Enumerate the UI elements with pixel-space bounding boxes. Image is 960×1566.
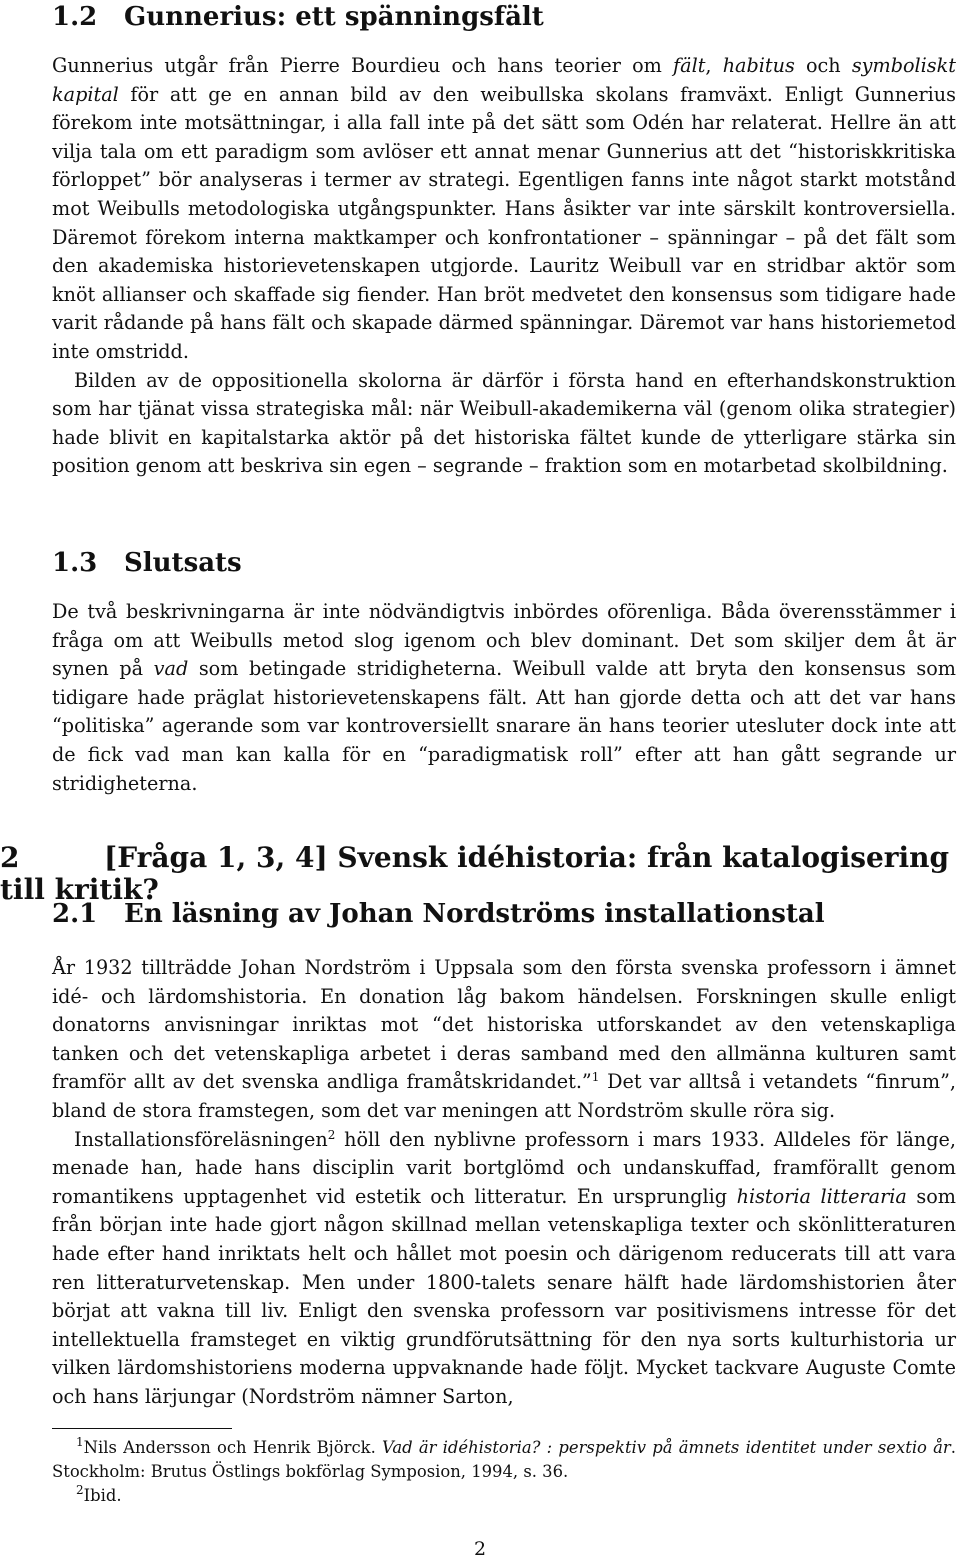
text-run: och — [794, 54, 852, 77]
text-run: höll den nyblivne professorn i mars 1933. Alldeles för länge, menade han, hade hans disciplin varit bortglömd och undanskuffad, framförallt genom romantikens upptagenhet vid estetik och litteratur. En ursprunglig — [52, 1127, 956, 1208]
section-heading-2-1 — [52, 899, 825, 929]
footnote-1 — [52, 1436, 956, 1484]
page-number: 2 — [473, 1538, 487, 1560]
text-run: Ibid. — [83, 1486, 122, 1505]
italic-term: historia litteraria — [736, 1184, 907, 1208]
section-1-2-body — [52, 52, 956, 481]
paragraph — [52, 1126, 956, 1412]
section-title: En läsning av Johan Nordströms installationstal — [124, 899, 825, 929]
section-number: 1.2 — [52, 2, 98, 32]
text-run: . Stockholm: Brutus Östlings bokförlag Symposion, 1994, s. 36. — [52, 1438, 956, 1481]
text-run: År 1932 tillträdde Johan Nordström i Uppsala som den första svenska professorn i ämnet idé- och lärdomshistoria. En donation låg bakom händelsen. Forskningen skulle enligt donatorns anvisningar inriktas mot “det historiska utforskandet av den vetenskapliga tanken och det vetenskapliga arbetet i deras samband med den allmänna kulturen samt framför allt av det svenska andliga framåtskridandet.” — [52, 956, 956, 1094]
chapter-number: 2 — [0, 841, 20, 874]
section-number: 2.1 — [52, 899, 98, 929]
chapter-title: [Fråga 1, 3, 4] Svensk idéhistoria: från katalogisering till kritik? — [0, 841, 950, 906]
footnote-ref[interactable]: 2 — [327, 1127, 336, 1142]
text-run: för att ge en annan bild av den weibullska skolans framväxt. Enligt Gunnerius förekom inte motsättningar, i alla fall inte på det sätt som Odén har relaterat. Hellre än att vilja tala om ett paradigm som avlöser ett annat menar Gunnerius att det “historiskkritiska förloppet” bör analyseras i termer av strategi. Egentligen fanns inte något starkt motstånd mot Weibulls metodologiska utgångspunkter. Hans åsikter var inte särskilt kontroversiella. Däremot förekom interna maktkamper och konfrontationer – spänningar – på det fält som den akademiska historievetenskapen utgjorde. Lauritz Weibull var en stridbar aktör som knöt allianser och skaffade sig fiender. Han bröt medvetet den konsensus som tidigare hade varit rådande på hans fält och skapade därmed spänningar. Däremot var hans historiemetod inte omstridd. — [52, 82, 956, 363]
paragraph: Bilden av de oppositionella skolorna är därför i första hand en efterhandskonstruktion som har tjänat vissa strategiska mål: när Weibull-akademikerna väl (genom olika strategier) hade blivit en kapitalstarka aktör på det historiska fältet kunde de ytterligare stärka sin position genom att beskriva sin egen – segrande – fraktion som en motarbetad skolbildning. — [52, 368, 956, 478]
paragraph — [52, 954, 956, 1126]
chapter-heading-2 — [0, 842, 956, 906]
text-run: Installationsföreläsningen — [74, 1127, 328, 1151]
section-2-1-body — [52, 954, 956, 1412]
section-heading-1-3 — [52, 548, 242, 578]
section-1-3-body — [52, 598, 956, 798]
footnote-ref[interactable]: 1 — [591, 1070, 600, 1085]
paragraph — [52, 598, 956, 798]
footnote-2 — [52, 1484, 956, 1508]
footnote-divider — [52, 1428, 232, 1429]
italic-term: vad — [153, 657, 189, 681]
italic-term: habitus — [722, 54, 795, 77]
italic-term: symboliskt kapital — [52, 54, 956, 106]
section-heading-1-2 — [52, 2, 544, 32]
text-run: Nils Andersson och Henrik Björck. — [83, 1438, 383, 1457]
italic-term: fält — [673, 54, 706, 77]
paragraph — [52, 52, 956, 367]
text-run: De två beskrivningarna är inte nödvändigtvis inbördes oförenliga. Båda överensstämmer i fråga om att Weibulls metod slog igenom och blev dominant. Det som skiljer dem åt är synen på — [52, 600, 956, 681]
text-run: som betingade stridigheterna. Weibull valde att bryta den konsensus som tidigare hade präglat historievetenskapens fält. Att han gjorde detta och att det var hans “politiska” agerande som var kontroversiellt snarare än hans teorier utesluter dock inte att de fick vad man kan kalla för en “paradigmatisk roll” efter att han gått segrande ur stridigheterna. — [52, 657, 956, 795]
italic-title: Vad är idéhistoria? : perspektiv på ämnets identitet under sextio år — [382, 1438, 951, 1457]
section-number: 1.3 — [52, 548, 98, 578]
footnote-mark: 2 — [76, 1483, 84, 1497]
section-title: Slutsats — [124, 548, 242, 578]
text-run: Gunnerius utgår från Pierre Bourdieu och hans teorier om — [52, 54, 674, 77]
text-run: som från början inte hade gjort någon skillnad mellan vetenskapliga texter och skönlitteraturen hade efter hand inriktats helt och hållet mot poesin och därigenom reducerats till att vara ren litteraturvetenskap. Men under 1800-talets senare hälft hade lärdomshistorien åter börjat att vakna till liv. Enligt den svenska professorn var positivismens intresse för det intellektuella framsteget en viktig grundförutsättning för den nya sorts kulturhistoria ur vilken lärdomshistoriens moderna uppvaknande hade följt. Mycket tackvare Auguste Comte och hans lärjungar (Nordström nämner Sarton, — [52, 1184, 956, 1408]
footnotes — [52, 1436, 956, 1508]
text-run: , — [705, 54, 723, 77]
text-run: Det var alltså i vetandets “finrum”, bland de stora framstegen, som det var meningen att Nordström skulle röra sig. — [52, 1070, 956, 1122]
footnote-mark: 1 — [76, 1435, 84, 1449]
section-title: Gunnerius: ett spänningsfält — [124, 2, 544, 32]
